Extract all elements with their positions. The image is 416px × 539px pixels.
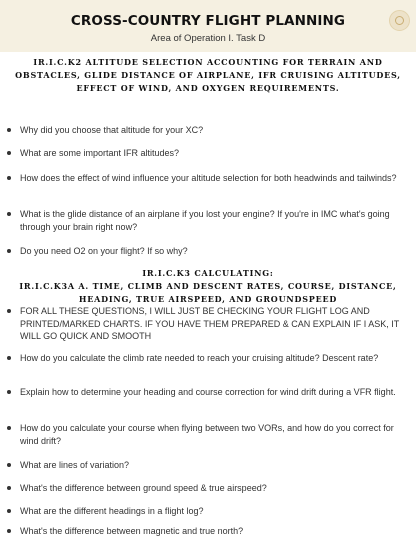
bullet-icon (7, 529, 11, 533)
list-item: How do you calculate the climb rate needed to reach your cruising altitude? Descent rate? (20, 352, 404, 365)
section-heading-k2: IR.I.C.K2 ALTITUDE SELECTION ACCOUNTING FOR TERRAIN AND OBSTACLES, GLIDE DISTANCE OF AIRPLANE, IFR CRUISING ALTITUDES, EFFECT OF WIND, AND OXYGEN REQUIREMENTS. (15, 57, 401, 93)
bullet-icon (7, 426, 11, 430)
list-item: How does the effect of wind influence your altitude selection for both headwinds and tailwinds? (20, 172, 404, 185)
section-heading-k3: IR.I.C.K3 CALCULATING: (142, 268, 274, 278)
bullet-icon (7, 128, 11, 132)
bullet-icon (7, 463, 11, 467)
bullet-icon (7, 176, 11, 180)
page-subtitle: Area of Operation I. Task D (150, 33, 266, 44)
bullet-icon (7, 212, 11, 216)
list-item: What's the difference between magnetic and true north? (20, 525, 404, 538)
list-item: What's the difference between ground speed & true airspeed? (20, 482, 404, 495)
page-header (0, 0, 416, 52)
list-item: How do you calculate your course when flying between two VORs, and how do you correct for wind drift? (20, 422, 404, 447)
list-item: What is the glide distance of an airplane if you lost your engine? If you're in IMC what's going through your brain right now? (20, 208, 404, 233)
bullet-icon (7, 151, 11, 155)
page-title: CROSS-COUNTRY FLIGHT PLANNING (70, 13, 346, 29)
bullet-icon (7, 356, 11, 360)
list-item: Why did you choose that altitude for your XC? (20, 124, 404, 137)
list-item: What are lines of variation? (20, 459, 404, 472)
bullet-icon (7, 309, 11, 313)
bullet-icon (7, 249, 11, 253)
list-item: What are some important IFR altitudes? (20, 147, 404, 160)
list-item: FOR ALL THESE QUESTIONS, I WILL JUST BE CHECKING YOUR FLIGHT LOG AND PRINTED/MARKED CHARTS. IF YOU HAVE THEM PREPARED & CAN EXPLAIN IF I ASK, IT WILL GO QUICK AND SMOOTH (20, 305, 404, 343)
bullet-icon (7, 390, 11, 394)
list-item: What are the different headings in a flight log? (20, 505, 404, 518)
circular-logo-icon (389, 10, 410, 31)
bullet-icon (7, 509, 11, 513)
list-item: Explain how to determine your heading and course correction for wind drift during a VFR flight. (20, 386, 404, 399)
list-item: Do you need O2 on your flight? If so why? (20, 245, 404, 258)
section-heading-k3a: IR.I.C.K3A A. TIME, CLIMB AND DESCENT RATES, COURSE, DISTANCE, HEADING, TRUE AIRSPEED, AND GROUNDSPEED (19, 281, 397, 304)
bullet-icon (7, 486, 11, 490)
